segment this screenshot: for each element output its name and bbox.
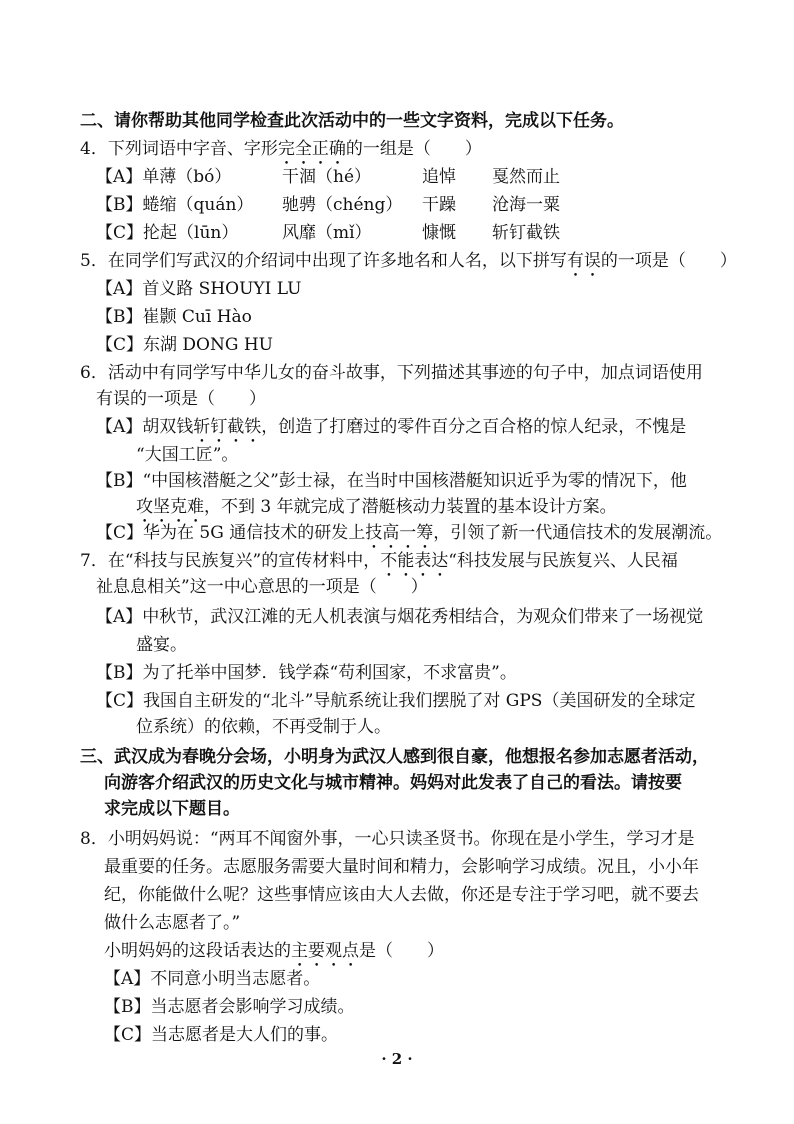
q6-a-prefix: 【A】胡双钱 xyxy=(96,417,194,437)
q6-option-c xyxy=(96,522,722,553)
q4-c-word3: 慷慨 xyxy=(422,223,456,243)
q5-option-c: 【C】东湖 DONG HU xyxy=(96,335,273,355)
q7-stem-a: 7．在“科技与民族复兴”的宣传材料中， xyxy=(80,551,381,571)
q4-stem-emphasis: 完全正确 xyxy=(277,139,346,159)
q4-stem-a: 4．下列词语中字音、字形 xyxy=(80,139,278,159)
q6-a-rest: ，创造了打磨过的零件百分之百合格的惊人纪录，不愧是 xyxy=(261,417,687,437)
q4-b-word4: 沧海一粟 xyxy=(492,195,560,215)
q5-stem-emphasis: 有误 xyxy=(566,251,601,271)
q4-b-word1: 【B】蜷缩（quán） xyxy=(96,195,254,215)
q7-stem-line2: 祉息息相关”这一中心意思的一项是（ ） xyxy=(96,577,428,597)
q8-question-a: 小明妈妈的这段话表达的 xyxy=(104,941,291,961)
q4-c-word1: 【C】抡起（lūn） xyxy=(96,223,239,243)
section-2-heading: 二、请你帮助其他同学检查此次活动中的一些文字资料，完成以下任务。 xyxy=(80,111,624,131)
q8-quote-line4: 做什么志愿者了。” xyxy=(104,913,241,933)
page-number: · 2 · xyxy=(381,1050,413,1068)
q6-option-a-line1 xyxy=(96,416,686,447)
q8-quote-line2: 最重要的任务。志愿服务需要大量时间和精力，会影响学习成绩。况且，小小年 xyxy=(104,857,699,877)
q8-option-c: 【C】当志愿者是大人们的事。 xyxy=(104,1025,339,1045)
q6-b-emphasis: 攻坚克难 xyxy=(136,497,204,517)
q8-quote-line3: 纪，你能做什么呢？这些事情应该由大人去做，你还是专注于学习吧，就不要去 xyxy=(104,885,699,905)
section-3-heading-line2: 向游客介绍武汉的历史文化与城市精神。妈妈对此发表了自己的看法。请按要 xyxy=(104,773,682,793)
q6-c-emphasis: 技高一筹 xyxy=(365,523,434,543)
q7-option-c-line1: 【C】我国自主研发的“北斗”导航系统让我们摆脱了对 GPS（美国研发的全球定 xyxy=(96,691,696,711)
q4-c-word2: 风靡（mǐ） xyxy=(282,223,372,243)
q7-option-c-line2: 位系统）的依赖，不再受制于人。 xyxy=(136,717,391,737)
q4-a-word1: 【A】单薄（bó） xyxy=(96,167,232,187)
q7-option-a-line1: 【A】中秋节，武汉江滩的无人机表演与烟花秀相结合，为观众们带来了一场视觉 xyxy=(96,607,704,627)
q4-b-word2: 驰骋（chéng） xyxy=(282,195,403,215)
q4-stem-c: 的一组是（ ） xyxy=(345,139,482,159)
q6-stem-line1: 6．活动中有同学写中华儿女的奋斗故事，下列描述其事迹的句子中，加点词语使用 xyxy=(80,363,703,383)
q4-c-word4: 斩钉截铁 xyxy=(492,223,560,243)
q7-stem-emphasis: 不能表达 xyxy=(380,551,449,571)
q7-option-b: 【B】为了托举中国梦．钱学森“苟利国家，不求富贵”。 xyxy=(96,663,517,683)
section-3-heading-line1: 三、武汉成为春晚分会场，小明身为武汉人感到很自豪，他想报名参加志愿者活动， xyxy=(80,747,709,767)
q6-option-a-line2: “大国工匠”。 xyxy=(136,445,239,465)
section-3-heading-line3: 求完成以下题目。 xyxy=(104,799,240,819)
q8-question-c: 是（ ） xyxy=(359,941,444,961)
q4-b-word3: 干躁 xyxy=(422,195,456,215)
q4-a-word3: 追悼 xyxy=(422,167,456,187)
q8-question xyxy=(104,940,444,971)
q5-option-b: 【B】崔颢 Cuī Hào xyxy=(96,307,252,327)
q6-a-emphasis: 斩钉截铁 xyxy=(193,417,262,437)
q6-c-rest: ，引领了新一代通信技术的发展潮流。 xyxy=(433,523,723,543)
q5-option-a: 【A】首义路 SHOUYI LU xyxy=(96,279,302,299)
q8-option-b: 【B】当志愿者会影响学习成绩。 xyxy=(104,997,355,1017)
q4-a-word2: 干涸（hé） xyxy=(282,167,372,187)
q8-quote-line1: 8．小明妈妈说：“两耳不闻窗外事，一心只读圣贤书。你现在是小学生，学习才是 xyxy=(80,829,695,849)
q6-option-b-line1: 【B】“中国核潜艇之父”彭士禄，在当时中国核潜艇知识近乎为零的情况下，他 xyxy=(96,471,687,491)
q5-stem-c: 的一项是（ ） xyxy=(600,251,737,271)
q4-stem xyxy=(80,138,482,169)
q5-stem xyxy=(80,250,737,281)
q5-stem-a: 5．在同学们写武汉的介绍词中出现了许多地名和人名，以下拼写 xyxy=(80,251,567,271)
q8-question-emphasis: 主要观点 xyxy=(291,941,359,961)
q6-c-prefix: 【C】华为在 5G 通信技术的研发上 xyxy=(96,523,366,543)
q4-a-word4: 戛然而止 xyxy=(492,167,560,187)
q6-b-rest: ，不到 3 年就完成了潜艇核动力装置的基本设计方案。 xyxy=(204,497,617,517)
q7-stem-c: “科技发展与民族复兴、人民福 xyxy=(448,551,678,571)
q7-option-a-line2: 盛宴。 xyxy=(136,635,187,655)
q8-option-a: 【A】不同意小明当志愿者。 xyxy=(104,969,321,989)
q6-stem-line2: 有误的一项是（ ） xyxy=(96,389,266,409)
